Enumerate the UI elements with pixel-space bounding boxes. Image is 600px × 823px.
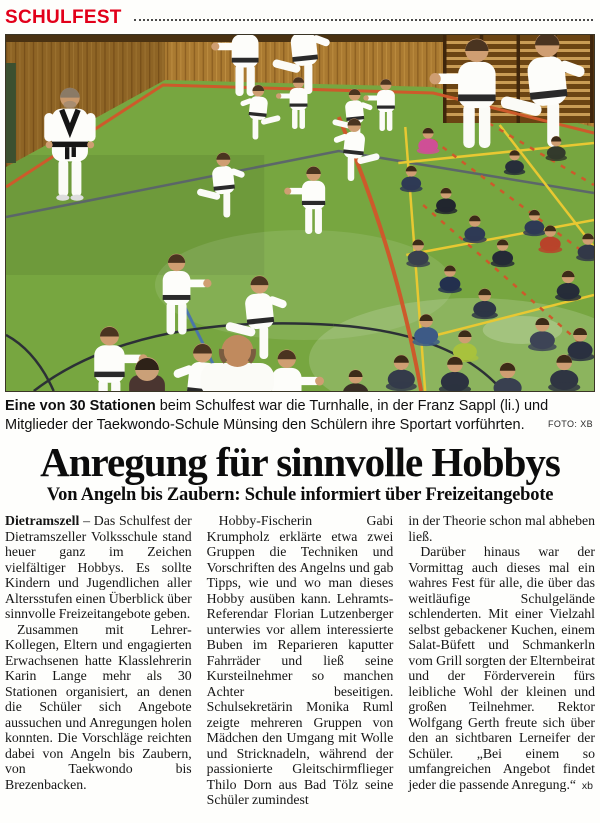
author-initials: xb xyxy=(581,779,594,792)
article-body xyxy=(5,513,595,808)
paragraph: Darüber hinaus war der Vormittag auch dieses mal ein wahres Fest für alle, die über das weitläufige Schulgelände schlenderten. Mit einer Vielzahl selbst gebackener Kuchen, einem Salat-Büfett und Schmankerln vom Grill sorgten der Elternbeirat und der Förderverein fürs leibliche Wohl der kleinen und großen Teilnehmer. Rektor Wolfgang Gerth freute sich über den an sichtbaren Lerneifer der Schüler. „Bei einem so umfangreichen Angebot findet jeder die passende Anregung.“ xyxy=(408,544,596,792)
paragraph xyxy=(5,513,192,622)
column-3 xyxy=(408,513,595,808)
schulfest-photo xyxy=(5,34,595,392)
paragraph: Zusammen mit Lehrer-Kollegen, Eltern und engagierten Erwachsenen hatte Klasslehrerin Karin Lange mehr als 30 Stationen organisiert, an denen die Schüler sich Angebote aussuchen und Anregungen holen konnten. Die Vorschläge reichten dabei von Angeln bis Zaubern, von Taekwondo bis Brezenbacken. xyxy=(5,621,192,792)
column-1 xyxy=(5,513,192,808)
photo-caption xyxy=(5,397,595,435)
subheadline: Von Angeln bis Zaubern: Schule informiert über Freizeitangebote xyxy=(46,485,554,505)
paragraph: in der Theorie schon mal abheben ließ. xyxy=(408,513,596,544)
photo-credit: FOTO: XB xyxy=(547,419,593,429)
caption-text: beim Schulfest war die Turnhalle, in der Franz Sappl (li.) und Mitglieder der Taekwondo-Schule Münsing den Schülern ihre Sportart vorführten. xyxy=(5,398,549,433)
caption-lead: Eine von 30 Stationen xyxy=(5,398,156,414)
kicker-dotted-rule xyxy=(134,19,593,21)
column-2 xyxy=(207,513,394,808)
section-kicker: SCHULFEST xyxy=(5,7,122,28)
photo-figure xyxy=(5,34,595,435)
dateline: Dietramszell xyxy=(5,513,80,528)
paragraph-text: – Das Schulfest der Dietramszeller Volksschule stand heuer ganz im Zeichen vielfältiger Hobbys. Es sollte Kindern und Jugendlichen aller Altersstufen einen Überblick über sinnvolle Freizeitangebote geben. xyxy=(5,513,192,621)
kicker-row xyxy=(5,6,595,30)
headline: Anregung für sinnvolle Hobbys xyxy=(40,439,560,485)
paragraph: Hobby-Fischerin Gabi Krumpholz erklärte etwa zwei Gruppen die Techniken und Vorschriften des Angelns und gab Tipps, wie und wo man dieses Hobby ausüben kann. Lehramts-Referendar Florian Lutzenberger unterwies vor allem interessierte Buben im Reparieren kaputter Fahrräder und ließ seine Kursteilnehmer so manchen Achter beseitigen. Schulsekretärin Monika Ruml zeigte mehreren Gruppen von Mädchen den Umgang mit Wolle und Stricknadeln, während der passionierte Gleitschirmflieger Thilo Dorn aus Bad Tölz seine Schüler zumindest xyxy=(206,513,394,807)
